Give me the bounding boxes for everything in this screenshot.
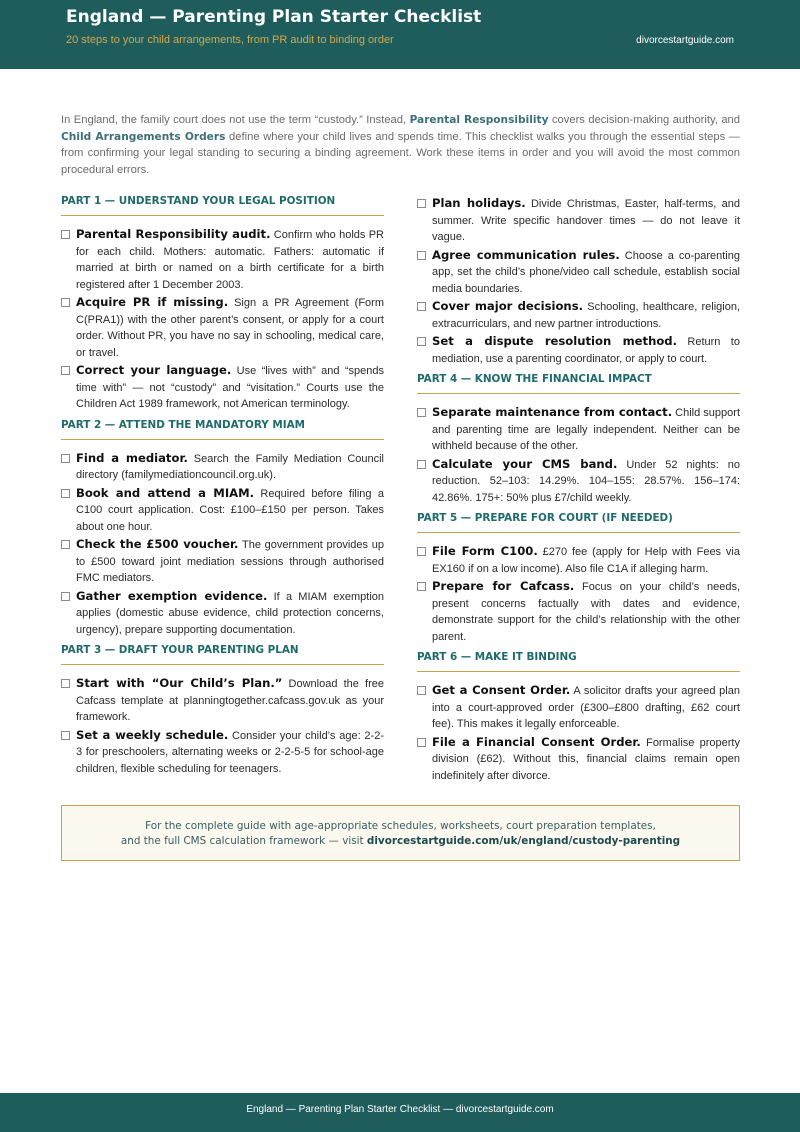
item-text: Focus on your child’s needs, present concerns factually with dates and evidence, demonstrate support for the child’s relationship with the other parent. [432, 581, 741, 643]
checklist-item[interactable] [61, 294, 384, 361]
checklist-item[interactable] [61, 362, 384, 413]
checkbox[interactable] [417, 337, 426, 346]
item-title: Start with “Our Child’s Plan.” [76, 676, 283, 690]
checkbox[interactable] [417, 547, 426, 556]
item-title: Agree communication rules. [432, 247, 620, 262]
checklist-item[interactable] [417, 543, 740, 577]
checklist-item[interactable] [61, 536, 384, 587]
item-title: Check the £500 voucher. [76, 537, 239, 551]
checklist-item[interactable] [417, 456, 740, 507]
checklist-item[interactable] [417, 734, 740, 785]
checkbox[interactable] [61, 366, 70, 375]
item-title: Gather exemption evidence. [76, 588, 268, 603]
item-text: Choose a co-parenting app, set the child’s phone/video call schedule, establish social media boundaries. [432, 249, 740, 295]
item-title: Book and attend a MIAM. [76, 485, 255, 500]
part-6-heading: PART 6 — MAKE IT BINDING [417, 651, 740, 672]
cta-line-1: For the complete guide with age-appropriate schedules, worksheets, court preparation templates, [145, 820, 656, 832]
checkbox[interactable] [61, 679, 70, 688]
intro-paragraph [61, 112, 740, 178]
checklist-item[interactable] [61, 727, 384, 778]
part-1-heading: PART 1 — UNDERSTAND YOUR LEGAL POSITION [61, 195, 384, 216]
item-text: £270 fee (apply for Help with Fees via EX160 if on a low income). Also file C1A if alleging harm. [432, 546, 740, 575]
footer-text: England — Parenting Plan Starter Checklist — divorcestartguide.com [246, 1104, 554, 1115]
item-title: Find a mediator. [76, 450, 188, 465]
item-title: Set a dispute resolution method. [432, 334, 678, 348]
item-title: Calculate your CMS band. [432, 456, 618, 471]
item-title: Prepare for Cafcass. [432, 579, 575, 593]
left-column [61, 195, 384, 778]
item-text: The government provides up to £500 toward joint mediation sessions through authorised FMC mediators. [76, 539, 384, 584]
intro-term-pr: Parental Responsibility [409, 114, 549, 126]
page-subtitle: 20 steps to your child arrangements, from PR audit to binding order [66, 34, 394, 46]
item-text: Return to mediation, use a parenting coordinator, or apply to court. [432, 336, 740, 365]
checklist-item[interactable] [417, 682, 740, 733]
checkbox[interactable] [417, 582, 426, 591]
item-title: Get a Consent Order. [432, 683, 571, 697]
item-title: File Form C100. [432, 544, 538, 558]
item-title: Acquire PR if missing. [76, 295, 229, 309]
item-title: Separate maintenance from contact. [432, 405, 673, 419]
item-text: Consider your child’s age: 2-2-3 for preschoolers, alternating weeks or 2-2-5-5 for school-age children, flexible scheduling for teenagers. [76, 729, 384, 775]
part-2-heading: PART 2 — ATTEND THE MANDATORY MIAM [61, 419, 384, 440]
checklist-item[interactable] [61, 450, 384, 484]
cta-line-2 [62, 834, 739, 849]
item-title: File a Financial Consent Order. [432, 734, 641, 749]
cta-link[interactable]: divorcestartguide.com/uk/england/custody-parenting [366, 835, 681, 847]
item-title: Cover major decisions. [432, 299, 583, 313]
footer-bar [0, 1093, 800, 1132]
checkbox[interactable] [61, 454, 70, 463]
checklist-item[interactable] [61, 588, 384, 639]
item-text: Divide Christmas, Easter, half-terms, and summer. Write specific handover times — do not leave it vague. [432, 198, 740, 243]
item-text: Child support and parenting time are legally independent. Neither can be withheld because of the other. [432, 407, 740, 452]
item-title: Plan holidays. [432, 196, 526, 210]
item-text: A solicitor drafts your agreed plan into a court-approved order (£300–£800 drafting, £62 court fee). This makes it legally enforceable. [432, 685, 740, 730]
checklist-item[interactable] [417, 298, 740, 332]
item-text: If a MIAM exemption applies (domestic abuse evidence, child protection concerns, urgency), prepare supporting documentation. [76, 590, 384, 636]
checklist-item[interactable] [61, 226, 384, 293]
checkbox[interactable] [417, 738, 426, 747]
right-column [417, 195, 740, 785]
checkbox[interactable] [417, 302, 426, 311]
item-title: Correct your language. [76, 363, 232, 377]
part-4-heading: PART 4 — KNOW THE FINANCIAL IMPACT [417, 373, 740, 394]
item-title: Parental Responsibility audit. [76, 227, 271, 241]
header-bar [0, 0, 800, 69]
checklist-item[interactable] [417, 404, 740, 455]
cta-line-2-text: and the full CMS calculation framework — visit [120, 835, 367, 847]
item-text: Use “lives with” and “spends time with” — not “custody” and “visitation.” Courts use the Children Act 1989 framework, not American terminology. [76, 365, 384, 410]
intro-term-cao: Child Arrangements Orders [61, 130, 226, 143]
part-5-heading: PART 5 — PREPARE FOR COURT (IF NEEDED) [417, 512, 740, 533]
checklist-item[interactable] [417, 578, 740, 645]
item-text: Search the Family Mediation Council directory (familymediationcouncil.org.uk). [76, 452, 384, 481]
intro-text-3: define where your child lives and spends time. This checklist walks you through the essential steps — from confirming your legal standing to securing a binding agreement. Work these items in order and you will avoid the most common procedural errors. [61, 130, 740, 176]
checklist-item[interactable] [61, 485, 384, 536]
header-site: divorcestartguide.com [636, 35, 734, 46]
checklist-item[interactable] [417, 333, 740, 367]
checklist-item[interactable] [417, 247, 740, 298]
item-text: Schooling, healthcare, religion, extracurriculars, and new partner introductions. [432, 301, 740, 330]
checklist-item[interactable] [61, 675, 384, 726]
checkbox[interactable] [61, 540, 70, 549]
part-3-heading: PART 3 — DRAFT YOUR PARENTING PLAN [61, 644, 384, 665]
checkbox[interactable] [417, 251, 426, 260]
cta-box [61, 805, 740, 861]
item-text: Download the free Cafcass template at planningtogether.cafcass.gov.uk as your framework. [76, 678, 385, 723]
checkbox[interactable] [61, 731, 70, 740]
intro-text-1: In England, the family court does not use the term “custody.” Instead, [61, 114, 410, 126]
item-text: Confirm who holds PR for each child. Mothers: automatic. Fathers: automatic if married at birth or named on a birth certificate for a birth registered after 1 December 2003. [76, 229, 384, 291]
intro-text-2: covers decision-making authority, and [548, 114, 740, 126]
checkbox[interactable] [417, 686, 426, 695]
checkbox[interactable] [417, 460, 426, 469]
item-text: Under 52 nights: no reduction. 52–103: 14.29%. 104–155: 28.57%. 156–174: 42.86%. 175+: 50% plus £7/child weekly. [432, 458, 740, 504]
checklist-item[interactable] [417, 195, 740, 246]
checkbox[interactable] [61, 489, 70, 498]
checkbox[interactable] [61, 592, 70, 601]
item-text: Required before filing a C100 court application. Cost: £100–£150 per person. Takes about one hour. [76, 487, 384, 533]
page-title: England — Parenting Plan Starter Checklist [66, 7, 482, 27]
item-title: Set a weekly schedule. [76, 727, 229, 742]
checkbox[interactable] [417, 199, 426, 208]
checkbox[interactable] [417, 408, 426, 417]
checkbox[interactable] [61, 298, 70, 307]
item-text: Sign a PR Agreement (Form C(PRA1)) with the other parent’s consent, or apply for a court order. Without PR, you have no say in schooling, medical care, or travel. [76, 297, 384, 359]
item-text: Formalise property division (£62). Without this, financial claims remain open indefinitely after divorce. [432, 736, 740, 782]
checkbox[interactable] [61, 230, 70, 239]
